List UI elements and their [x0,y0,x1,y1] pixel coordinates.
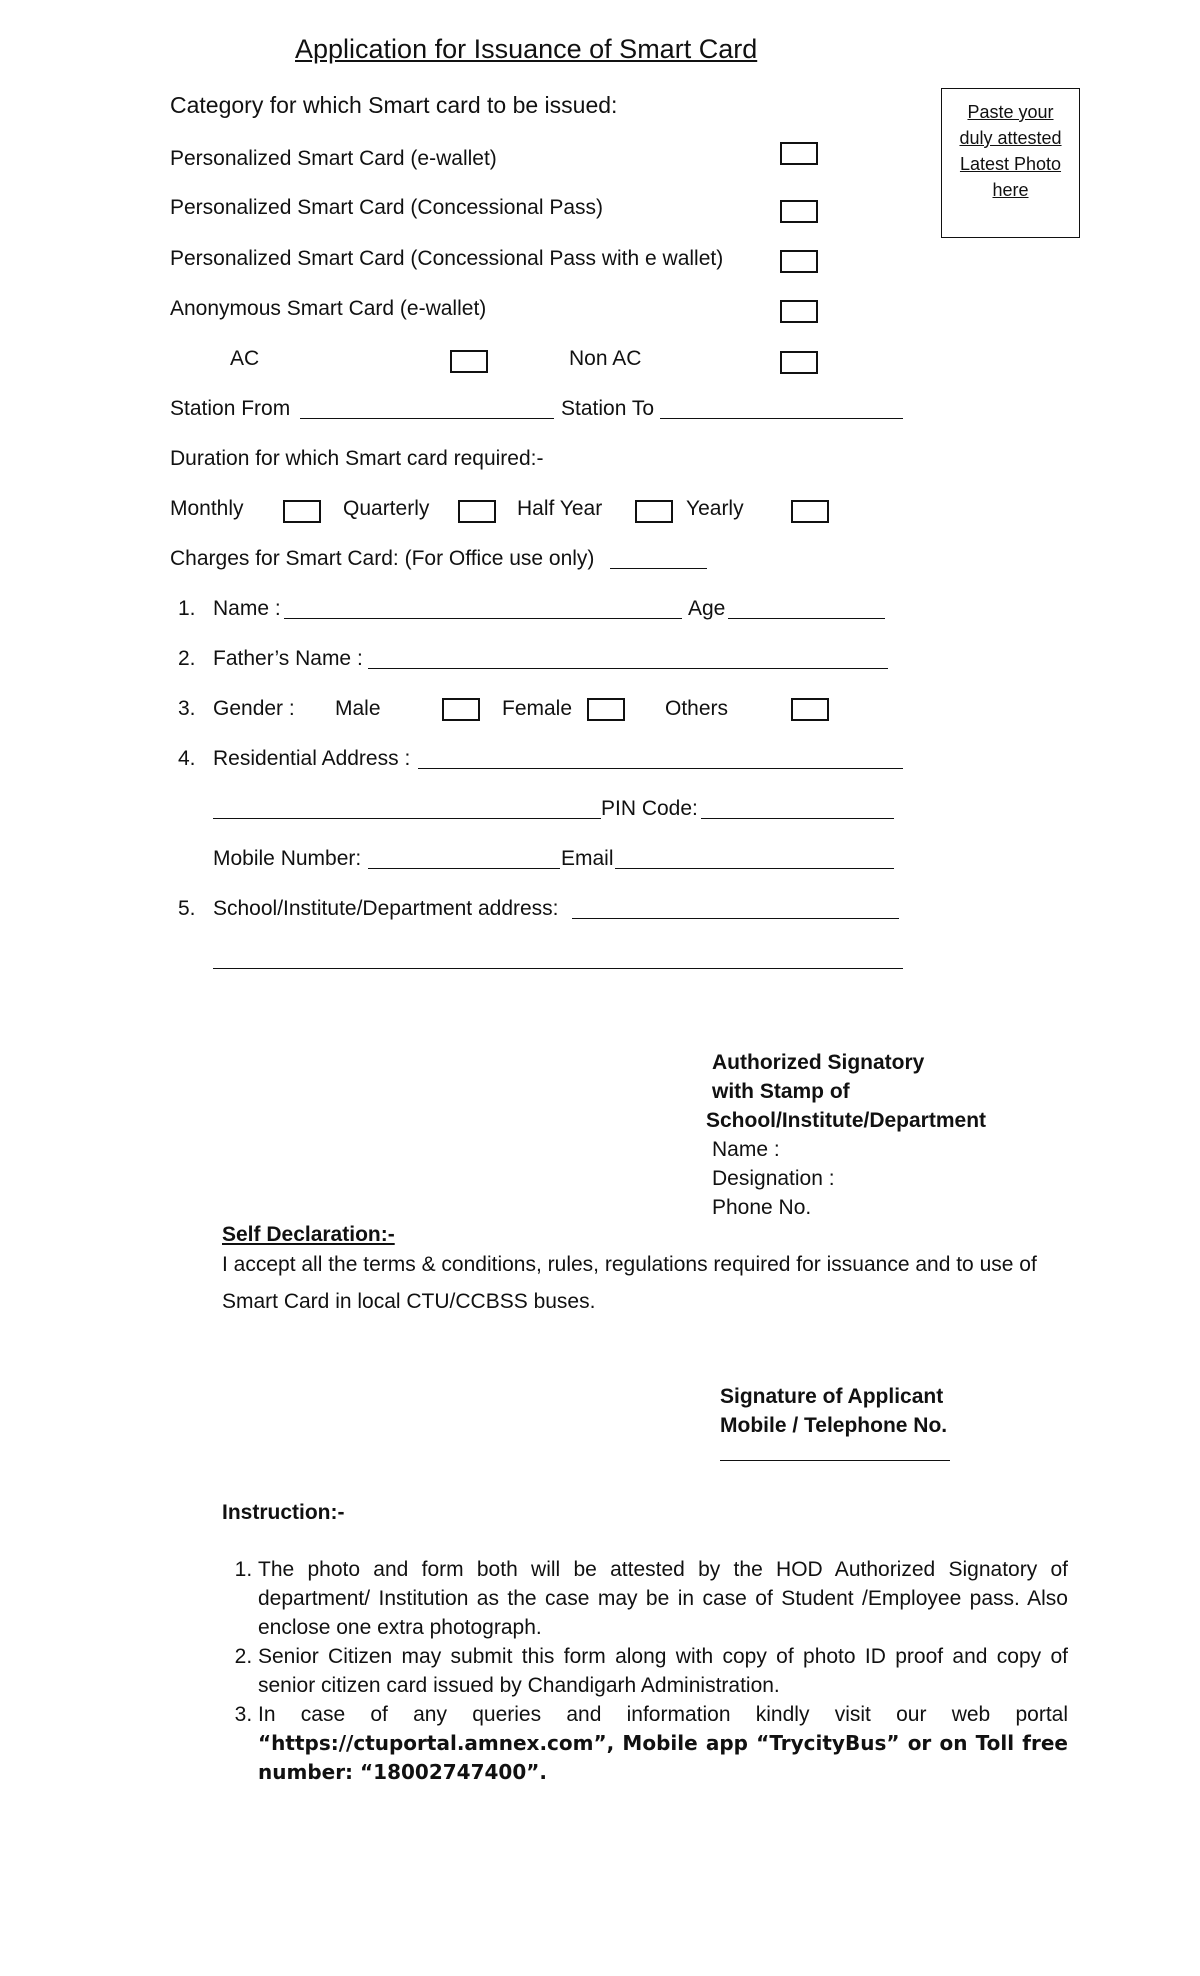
charges-field[interactable] [610,548,707,569]
duration-yearly-label: Yearly [686,497,744,520]
name-field[interactable] [284,598,682,619]
father-name-label: Father’s Name : [213,647,363,670]
duration-yearly-checkbox[interactable] [791,500,829,523]
station-from-label: Station From [170,397,291,420]
photo-box-line: Paste your [967,102,1054,122]
school-address-field-line2[interactable] [213,948,903,969]
duration-heading: Duration for which Smart card required:- [170,447,544,470]
duration-halfyear-checkbox[interactable] [635,500,673,523]
gender-male-label: Male [335,697,381,720]
duration-quarterly-label: Quarterly [343,497,430,520]
field-number: 5. [178,897,196,920]
field-number: 1. [178,597,196,620]
signatory-designation-label: Designation : [712,1167,835,1190]
category-anonymous-checkbox[interactable] [780,300,818,323]
signatory-phone-label: Phone No. [712,1196,812,1219]
category-concessional-ewallet-label: Personalized Smart Card (Concessional Pass with e wallet) [170,247,724,270]
self-declaration-text: Smart Card in local CTU/CCBSS buses. [222,1290,596,1313]
non-ac-label: Non AC [569,347,642,370]
self-declaration-heading: Self Declaration:- [222,1223,395,1246]
page-title: Application for Issuance of Smart Card [295,34,758,64]
field-number: 3. [178,697,196,720]
duration-halfyear-label: Half Year [517,497,603,520]
applicant-mobile-field[interactable] [720,1440,950,1461]
pin-code-label: PIN Code: [601,797,698,820]
address-field-line2[interactable] [213,798,601,819]
non-ac-checkbox[interactable] [780,351,818,374]
gender-others-checkbox[interactable] [791,698,829,721]
category-heading: Category for which Smart card to be issued: [170,92,618,118]
applicant-signature-label: Signature of Applicant [720,1385,944,1408]
signatory-title: Authorized Signatory [712,1051,925,1074]
ac-checkbox[interactable] [450,350,488,373]
school-address-label: School/Institute/Department address: [213,897,559,920]
duration-monthly-checkbox[interactable] [283,500,321,523]
category-ewallet-label: Personalized Smart Card (e-wallet) [170,147,497,170]
station-from-field[interactable] [300,398,554,419]
signatory-stamp: with Stamp of [712,1080,850,1103]
gender-female-checkbox[interactable] [587,698,625,721]
category-concessional-label: Personalized Smart Card (Concessional Pass) [170,196,604,219]
contact-info: “https://ctuportal.amnex.com”, Mobile app “TrycityBus” or on Toll free number: “18002747400”. [258,1731,1068,1784]
address-field[interactable] [418,748,903,769]
charges-label: Charges for Smart Card: (For Office use only) [170,547,595,570]
gender-others-label: Others [665,697,729,720]
gender-label: Gender : [213,697,295,720]
field-number: 4. [178,747,196,770]
instruction-item: 2. Senior Citizen may submit this form along with copy of photo ID proof and copy of senior citizen card issued by Chandigarh Administration. [258,1642,1068,1700]
instruction-text: In case of any queries and information kindly visit our web portal [258,1703,1068,1726]
mobile-number-label: Mobile Number: [213,847,362,870]
signatory-institution: School/Institute/Department [706,1109,987,1132]
ac-label: AC [230,347,260,370]
field-number: 2. [178,647,196,670]
photo-box-line: duly attested [959,128,1062,148]
pin-code-field[interactable] [701,798,894,819]
applicant-mobile-label: Mobile / Telephone No. [720,1414,948,1437]
photo-paste-box [941,88,1080,238]
gender-male-checkbox[interactable] [442,698,480,721]
station-to-label: Station To [561,397,655,420]
duration-quarterly-checkbox[interactable] [458,500,496,523]
age-label: Age [688,597,726,620]
instruction-list [222,1555,1068,1787]
father-name-field[interactable] [368,648,888,669]
signatory-name-label: Name : [712,1138,780,1161]
photo-box-line: here [992,180,1029,200]
address-label: Residential Address : [213,747,411,770]
gender-female-label: Female [502,697,573,720]
email-field[interactable] [615,848,894,869]
instruction-heading: Instruction:- [222,1501,345,1524]
category-concessional-ewallet-checkbox[interactable] [780,250,818,273]
mobile-number-field[interactable] [368,848,560,869]
self-declaration-text: I accept all the terms & conditions, rules, regulations required for issuance and to use of [222,1253,1037,1276]
station-to-field[interactable] [660,398,903,419]
category-concessional-checkbox[interactable] [780,200,818,223]
instruction-item: 1. The photo and form both will be attested by the HOD Authorized Signatory of department/ Institution as the case may be in case of Student /Employee pass. Also enclose one extra photograph. [258,1555,1068,1642]
instruction-item [258,1700,1068,1787]
name-label: Name : [213,597,281,620]
email-label: Email [561,847,614,870]
category-anonymous-label: Anonymous Smart Card (e-wallet) [170,297,487,320]
photo-box-line: Latest Photo [959,154,1062,174]
duration-monthly-label: Monthly [170,497,244,520]
age-field[interactable] [728,598,885,619]
category-ewallet-checkbox[interactable] [780,142,818,165]
school-address-field[interactable] [572,898,899,919]
